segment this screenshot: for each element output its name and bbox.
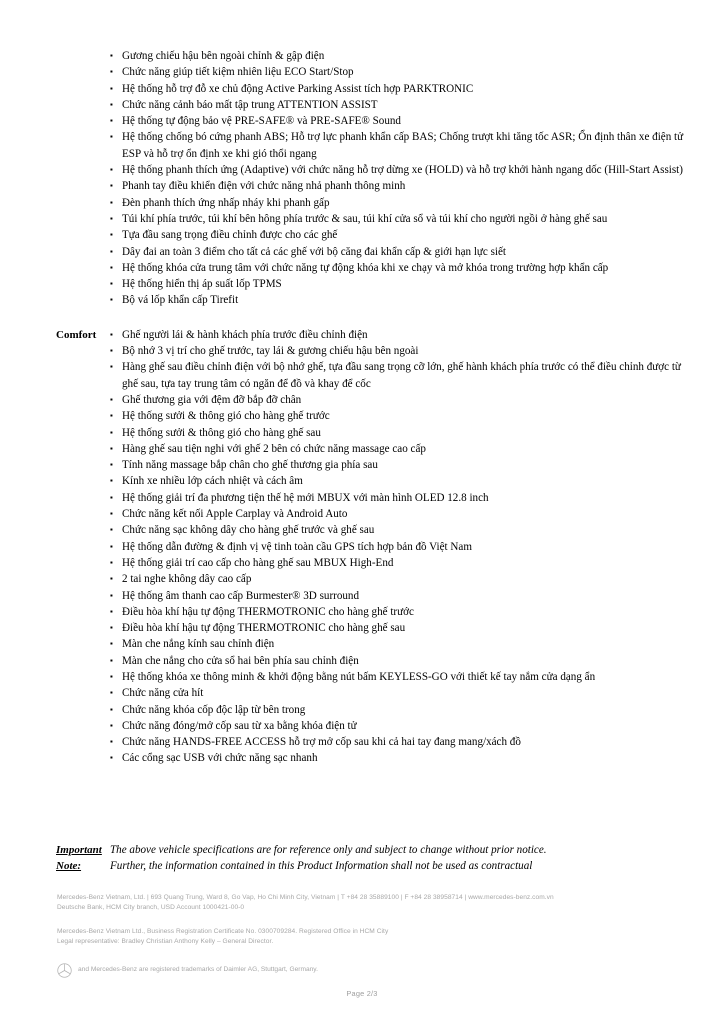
feature-item bbox=[110, 620, 690, 636]
feature-item bbox=[110, 604, 690, 620]
bullet-icon: ▪ bbox=[110, 606, 113, 616]
bullet-icon: ▪ bbox=[110, 541, 113, 551]
feature-item bbox=[110, 81, 690, 97]
feature-item bbox=[110, 473, 690, 489]
bullet-icon: ▪ bbox=[110, 213, 113, 223]
feature-item bbox=[110, 425, 690, 441]
feature-text: Hệ thống sưởi & thông gió cho hàng ghế sau bbox=[122, 426, 321, 439]
feature-item bbox=[110, 327, 690, 343]
important-note-label bbox=[0, 843, 110, 874]
important-note-text bbox=[110, 843, 724, 874]
feature-text: Màn che nắng kính sau chỉnh điện bbox=[122, 638, 275, 651]
bullet-icon: ▪ bbox=[110, 295, 113, 305]
important-note-label-line1: Important bbox=[56, 844, 102, 856]
feature-item bbox=[110, 195, 690, 211]
feature-text: Chức năng cảnh báo mất tập trung ATTENTION ASSIST bbox=[122, 98, 378, 111]
feature-text: Ghế thương gia với đệm đỡ bắp đỡ chân bbox=[122, 393, 302, 406]
bullet-icon: ▪ bbox=[110, 362, 113, 372]
footer-trademark-text: and Mercedes-Benz are registered trademarks of Daimler AG, Stuttgart, Germany. bbox=[78, 966, 318, 974]
bullet-icon: ▪ bbox=[110, 99, 113, 109]
feature-item bbox=[110, 506, 690, 522]
feature-text: Hàng ghế sau tiện nghi với ghế 2 bên có chức năng massage cao cấp bbox=[122, 442, 426, 455]
feature-item bbox=[110, 441, 690, 457]
page-footer bbox=[0, 893, 724, 978]
feature-item bbox=[110, 48, 690, 64]
feature-text: Chức năng HANDS-FREE ACCESS hỗ trợ mở cốp sau khi cả hai tay đang mang/xách đồ bbox=[122, 736, 521, 749]
spec-section-safety-continued bbox=[0, 48, 724, 309]
important-note-label-line2: Note: bbox=[56, 859, 82, 872]
feature-text: Hệ thống khóa cửa trung tâm với chức năng tự động khóa khi xe chạy và mở khóa trong trường hợp khẩn cấp bbox=[122, 261, 609, 274]
feature-item bbox=[110, 539, 690, 555]
feature-text: Hệ thống chống bó cứng phanh ABS; Hỗ trợ lực phanh khẩn cấp BAS; Chống trượt khi tăng tốc ASR; Ổn định thân xe điện tử ESP và hỗ trợ ổn định xe khi gió thổi ngang bbox=[122, 131, 684, 160]
bullet-icon: ▪ bbox=[110, 509, 113, 519]
footer-registration-block bbox=[0, 927, 724, 948]
feature-item bbox=[110, 734, 690, 750]
feature-item bbox=[110, 408, 690, 424]
feature-item bbox=[110, 178, 690, 194]
footer-company-line-2: Deutsche Bank, HCM City branch, USD Account 1000421-00-0 bbox=[57, 904, 245, 912]
footer-registration-line-1: Mercedes-Benz Vietnam Ltd., Business Registration Certificate No. 0300709284. Registered Office in HCM City bbox=[57, 927, 389, 935]
bullet-icon: ▪ bbox=[110, 476, 113, 486]
bullet-icon: ▪ bbox=[110, 639, 113, 649]
feature-text: Hệ thống dẫn đường & định vị vệ tinh toàn cầu GPS tích hợp bản đồ Việt Nam bbox=[122, 540, 472, 553]
specification-body bbox=[0, 48, 724, 767]
feature-item bbox=[110, 685, 690, 701]
feature-item bbox=[110, 718, 690, 734]
feature-text: Tựa đầu sang trọng điều chỉnh được cho các ghế bbox=[122, 229, 338, 242]
bullet-icon: ▪ bbox=[110, 443, 113, 453]
feature-text: Đèn phanh thích ứng nhấp nháy khi phanh gấp bbox=[122, 196, 330, 209]
bullet-icon: ▪ bbox=[110, 557, 113, 567]
bullet-icon: ▪ bbox=[110, 165, 113, 175]
feature-item bbox=[110, 292, 690, 308]
feature-text: Dây đai an toàn 3 điểm cho tất cả các ghế với bộ căng đai khẩn cấp & giới hạn lực siết bbox=[122, 245, 507, 258]
bullet-icon: ▪ bbox=[110, 460, 113, 470]
bullet-icon: ▪ bbox=[110, 655, 113, 665]
feature-list-comfort bbox=[110, 327, 724, 767]
feature-text: Hệ thống âm thanh cao cấp Burmester® 3D surround bbox=[122, 589, 360, 602]
feature-text: Chức năng kết nối Apple Carplay và Android Auto bbox=[122, 508, 348, 521]
bullet-icon: ▪ bbox=[110, 737, 113, 747]
feature-item bbox=[110, 129, 690, 162]
feature-text: Bộ nhớ 3 vị trí cho ghế trước, tay lái & gương chiếu hậu bên ngoài bbox=[122, 345, 419, 358]
feature-text: Kính xe nhiều lớp cách nhiệt và cách âm bbox=[122, 475, 303, 488]
feature-text: Hệ thống sưởi & thông gió cho hàng ghế trước bbox=[122, 410, 330, 423]
mercedes-star-icon bbox=[57, 963, 72, 978]
bullet-icon: ▪ bbox=[110, 116, 113, 126]
feature-item bbox=[110, 457, 690, 473]
feature-item bbox=[110, 227, 690, 243]
feature-item bbox=[110, 260, 690, 276]
feature-text: Gương chiếu hậu bên ngoài chỉnh & gập điện bbox=[122, 50, 325, 62]
section-label-comfort: Comfort bbox=[56, 328, 97, 341]
feature-text: Màn che nắng cho cửa sổ hai bên phía sau chỉnh điện bbox=[122, 654, 359, 667]
feature-text: Hệ thống hiển thị áp suất lốp TPMS bbox=[122, 278, 282, 291]
important-note-line2: Further, the information contained in this Product Information shall not be used as contractual bbox=[110, 859, 533, 872]
feature-text: Điều hòa khí hậu tự động THERMOTRONIC cho hàng ghế trước bbox=[122, 605, 414, 618]
important-note-line1: The above vehicle specifications are for reference only and subject to change without prior notice. bbox=[110, 844, 547, 856]
bullet-icon: ▪ bbox=[110, 262, 113, 272]
spec-section-comfort bbox=[0, 327, 724, 767]
feature-text: Túi khí phía trước, túi khí bên hông phía trước & sau, túi khí cửa sổ và túi khí cho người ngồi ở hàng ghế sau bbox=[122, 212, 608, 225]
bullet-icon: ▪ bbox=[110, 246, 113, 256]
feature-text: Các cổng sạc USB với chức năng sạc nhanh bbox=[122, 752, 318, 765]
section-spacer bbox=[0, 309, 724, 327]
bullet-icon: ▪ bbox=[110, 51, 113, 60]
feature-item bbox=[110, 359, 690, 392]
feature-text: Hệ thống hỗ trợ đỗ xe chủ động Active Parking Assist tích hợp PARKTRONIC bbox=[122, 82, 474, 95]
feature-text: Tính năng massage bắp chân cho ghế thương gia phía sau bbox=[122, 459, 378, 472]
bullet-icon: ▪ bbox=[110, 279, 113, 289]
bullet-icon: ▪ bbox=[110, 83, 113, 93]
bullet-icon: ▪ bbox=[110, 671, 113, 681]
feature-item bbox=[110, 97, 690, 113]
feature-item bbox=[110, 571, 690, 587]
feature-item bbox=[110, 490, 690, 506]
bullet-icon: ▪ bbox=[110, 525, 113, 535]
feature-text: Hàng ghế sau điều chỉnh điện với bộ nhớ ghế, tựa đầu sang trọng cỡ lớn, ghế hành khách phía trước có thể điều chỉnh được từ ghế sau, tựa tay trung tâm có ngăn để đồ và khay để cốc bbox=[122, 361, 681, 390]
feature-item bbox=[110, 588, 690, 604]
feature-item bbox=[110, 522, 690, 538]
bullet-icon: ▪ bbox=[110, 704, 113, 714]
feature-text: Chức năng giúp tiết kiệm nhiên liệu ECO Start/Stop bbox=[122, 66, 354, 79]
feature-text: Phanh tay điều khiển điện với chức năng nhả phanh thông minh bbox=[122, 180, 406, 193]
bullet-icon: ▪ bbox=[110, 197, 113, 207]
bullet-icon: ▪ bbox=[110, 427, 113, 437]
feature-item bbox=[110, 64, 690, 80]
footer-registration-line-2: Legal representative: Bradley Christian Anthony Kelly – General Director. bbox=[57, 938, 274, 946]
feature-text: Chức năng cửa hít bbox=[122, 687, 204, 700]
feature-text: Hệ thống tự động bảo vệ PRE-SAFE® và PRE-SAFE® Sound bbox=[122, 115, 401, 128]
bullet-icon: ▪ bbox=[110, 132, 113, 142]
feature-item bbox=[110, 276, 690, 292]
feature-text: Ghế người lái & hành khách phía trước điều chỉnh điện bbox=[122, 328, 368, 341]
feature-item bbox=[110, 113, 690, 129]
bullet-icon: ▪ bbox=[110, 720, 113, 730]
page-number: Page 2/3 bbox=[346, 989, 378, 998]
feature-list-safety bbox=[110, 48, 724, 309]
bullet-icon: ▪ bbox=[110, 590, 113, 600]
feature-text: Hệ thống khóa xe thông minh & khởi động bằng nút bấm KEYLESS-GO với thiết kế tay nắm cửa dạng ẩn bbox=[122, 670, 596, 683]
feature-text: Chức năng đóng/mở cốp sau từ xa bằng khóa điện tử bbox=[122, 719, 357, 732]
footer-company-block bbox=[0, 893, 724, 914]
footer-company-line-1: Mercedes-Benz Vietnam, Ltd. | 693 Quang Trung, Ward 8, Go Vap, Ho Chi Minh City, Vietnam | T +84 28 35889100 | F +84 28 38958714 | www.mercedes-benz.com.vn bbox=[57, 894, 554, 901]
feature-text: Điều hòa khí hậu tự động THERMOTRONIC cho hàng ghế sau bbox=[122, 622, 406, 635]
bullet-icon: ▪ bbox=[110, 623, 113, 633]
feature-item bbox=[110, 162, 690, 178]
bullet-icon: ▪ bbox=[110, 492, 113, 502]
feature-text: Chức năng khóa cốp độc lập từ bên trong bbox=[122, 703, 306, 716]
bullet-icon: ▪ bbox=[110, 67, 113, 77]
feature-text: Hệ thống giải trí cao cấp cho hàng ghế sau MBUX High-End bbox=[122, 556, 394, 569]
feature-item bbox=[110, 669, 690, 685]
bullet-icon: ▪ bbox=[110, 346, 113, 356]
bullet-icon: ▪ bbox=[110, 394, 113, 404]
feature-item bbox=[110, 750, 690, 766]
feature-item bbox=[110, 653, 690, 669]
feature-item bbox=[110, 211, 690, 227]
feature-item bbox=[110, 555, 690, 571]
bullet-icon: ▪ bbox=[110, 230, 113, 240]
feature-text: 2 tai nghe không dây cao cấp bbox=[122, 573, 252, 586]
feature-item bbox=[110, 702, 690, 718]
feature-item bbox=[110, 392, 690, 408]
bullet-icon: ▪ bbox=[110, 329, 113, 339]
feature-text: Bộ vá lốp khẩn cấp Tirefit bbox=[122, 294, 239, 307]
bullet-icon: ▪ bbox=[110, 411, 113, 421]
bullet-icon: ▪ bbox=[110, 688, 113, 698]
bullet-icon: ▪ bbox=[110, 753, 113, 763]
feature-item bbox=[110, 636, 690, 652]
feature-item bbox=[110, 244, 690, 260]
bullet-icon: ▪ bbox=[110, 181, 113, 191]
bullet-icon: ▪ bbox=[110, 574, 113, 584]
important-note-block bbox=[0, 843, 724, 874]
footer-trademark-row bbox=[0, 963, 724, 978]
feature-text: Chức năng sạc không dây cho hàng ghế trước và ghế sau bbox=[122, 524, 375, 537]
feature-item bbox=[110, 343, 690, 359]
feature-text: Hệ thống giải trí đa phương tiện thế hệ mới MBUX với màn hình OLED 12.8 inch bbox=[122, 491, 489, 504]
feature-text: Hệ thống phanh thích ứng (Adaptive) với chức năng hỗ trợ dừng xe (HOLD) và hỗ trợ khởi hành ngang dốc (Hill-Start Assist) bbox=[122, 164, 683, 177]
